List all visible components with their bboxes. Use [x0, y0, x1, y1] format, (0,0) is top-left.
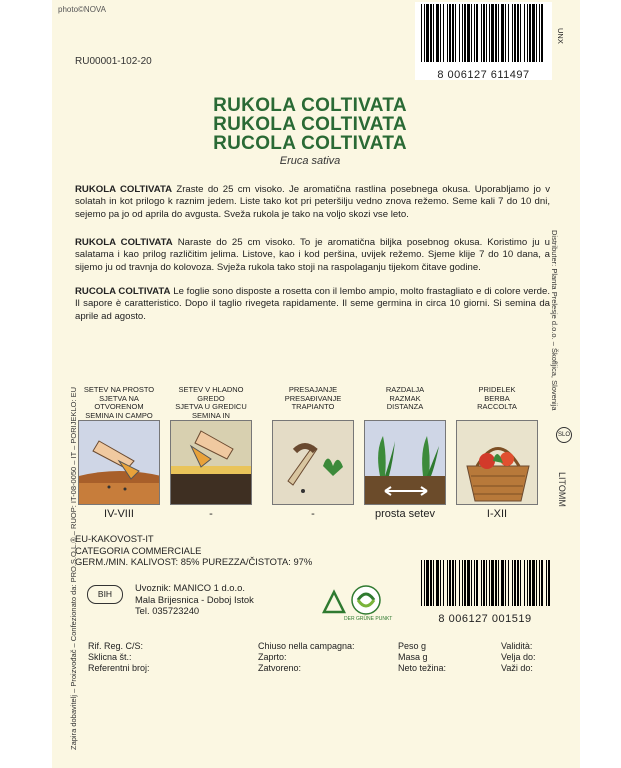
barcode-bar — [421, 560, 422, 606]
barcode-bar — [548, 560, 550, 606]
barcode-bar — [449, 560, 451, 606]
step-label: RAZDALJA RAZMAK DISTANZA — [385, 385, 425, 411]
step-label: PRESAJANJE PRESAĐIVANJE TRAPIANTO — [284, 385, 342, 411]
photo-credit: photo©NOVA — [58, 5, 106, 14]
table-cell: Masa g — [398, 652, 428, 662]
barcode-bar — [483, 560, 485, 606]
description-text: Naraste do 25 cm visoko. To je aromatična biljka posebnog okusa. Koristimo ju u salatama i kao prilog različitim jelima. Listove, kao i kod peršina, uvijek režemo. Sjeme klije 7 do 10 dana, a sijemo ju od travnja do kolovoza. Svježa rukola tako stoji na raspolaganju tijekom čitave godine. — [75, 237, 551, 273]
step-label: SETEV V HLADNO GREDO SJETVA U GREDICU SEMINA IN — [175, 385, 247, 420]
table-cell: Chiuso nella campagna: — [258, 641, 355, 651]
barcode-bar — [474, 4, 475, 62]
description-italian — [75, 286, 550, 323]
barcode-bar — [520, 560, 521, 606]
description-text: Le foglie sono disposte a rosetta con il lembo ampio, molto frastagliato e di colore verde. Il sapore è caratteristico. Dopo il taglio rivegeta rapidamente. Il seme germina in circa 10 giorni. Si semina da aprile ad agosto. — [75, 286, 550, 322]
table-cell: Zaprto: — [258, 652, 287, 662]
barcode-bar — [505, 560, 506, 606]
barcode-bar — [527, 560, 528, 606]
barcode-bar — [520, 4, 521, 62]
description-croatian — [75, 237, 550, 274]
table-col-reference — [88, 641, 150, 674]
barcode-bar — [433, 560, 434, 606]
barcode-bar — [524, 560, 525, 606]
table-cell: Važi do: — [501, 663, 533, 673]
barcode-bar — [539, 560, 540, 606]
barcode-bar — [476, 4, 478, 62]
barcode-bar — [486, 560, 487, 606]
sowing-outdoors-icon — [78, 420, 160, 505]
product-code: RU00001-102-20 — [75, 56, 152, 67]
barcode-bar — [481, 4, 482, 62]
barcode-bar — [455, 4, 456, 62]
description-text: Zraste do 25 cm visoko. Je aromatična rastlina posebnega okusa. Uporabljamo jo v solatah in kot prilogo k raznim jedem. Liste tako kot pri peteršilju vedno znova režemo. Seme kali 7 do 10 dni, sejemo pa jo od aprila do avgusta. Sveža rukola je tako na voljo skozi vse leto. — [75, 184, 551, 220]
distributor-info: Distributer: Planta Prelesje d.o.o. – Škofljica, Slovenija — [550, 230, 559, 411]
barcode-bar — [514, 4, 516, 62]
green-dot-label: DER GRÜNE PUNKT — [344, 616, 393, 622]
importer-info — [135, 582, 254, 617]
title-block — [160, 96, 460, 167]
table-cell: Velja do: — [501, 652, 536, 662]
step-harvest — [456, 386, 538, 520]
table-cell: Sklicna št.: — [88, 652, 132, 662]
table-col-closed — [258, 641, 355, 674]
table-cell: Neto težina: — [398, 663, 447, 673]
harvest-basket-icon — [456, 420, 538, 505]
barcode-bar — [489, 4, 490, 62]
barcode-bar — [447, 4, 448, 62]
quality-info — [75, 533, 312, 568]
barcode-bar — [536, 560, 537, 606]
step-label: PRIDELEK BERBA RACCOLTA — [477, 385, 517, 411]
description-heading: RUKOLA COLTIVATA — [75, 237, 173, 248]
barcode-bar — [426, 4, 429, 62]
barcode-bar — [424, 4, 425, 62]
barcode-bar — [476, 560, 478, 606]
table-col-validity — [501, 641, 536, 674]
barcode-bar — [532, 4, 535, 62]
barcode-bar — [462, 4, 463, 62]
side-text-left — [58, 330, 78, 750]
importer-line: Tel. 035723240 — [135, 605, 200, 616]
title-croatian: RUKOLA COLTIVATA — [213, 114, 407, 135]
barcode-bar — [536, 4, 537, 62]
barcode-bar — [483, 4, 485, 62]
packer-info: Zapira dobavitelj – Proizvođač – Confezionato da: PRO.S.O.L.® – RUOP: IT-08-0050 – IT – PORIJEKLO: EU — [69, 386, 78, 750]
litomm-label: LITOMM — [557, 472, 567, 507]
barcode-bar — [433, 4, 434, 62]
side-text-bottom — [555, 472, 569, 532]
barcode-bar — [474, 560, 475, 606]
eco-logos — [320, 572, 393, 624]
description-heading: RUCOLA COLTIVATA — [75, 286, 171, 297]
barcode-bar — [514, 560, 516, 606]
title-slovenian: RUKOLA COLTIVATA — [213, 95, 407, 116]
table-col-weight — [398, 641, 446, 674]
barcode-bar — [512, 4, 513, 62]
step-spacing — [364, 386, 446, 520]
barcode-bar — [436, 560, 439, 606]
table-cell: Peso g — [398, 641, 427, 651]
step-value: IV-VIII — [104, 508, 134, 520]
barcode-bar — [471, 4, 472, 62]
barcode-bar — [495, 4, 497, 62]
quality-line: EU-KAKOVOST-IT — [75, 533, 154, 544]
country-badge: BIH — [87, 585, 123, 604]
barcode-bar — [452, 4, 454, 62]
barcode-bar — [491, 560, 494, 606]
table-cell: Referentni broj: — [88, 663, 150, 673]
barcode-bar — [495, 560, 497, 606]
barcode-bar — [424, 560, 425, 606]
barcode-bar — [532, 560, 535, 606]
barcode-bar — [541, 560, 543, 606]
barcode-bar — [541, 4, 543, 62]
slo-badge: SLO — [556, 427, 572, 443]
barcode-bar — [467, 560, 470, 606]
barcode-bar — [527, 4, 528, 62]
step-value: - — [209, 508, 213, 520]
table-cell: Zatvoreno: — [258, 663, 302, 673]
barcode-bar — [498, 4, 499, 62]
transplanting-icon — [272, 420, 354, 505]
bottom-barcode-number: 8 006127 001519 — [438, 613, 532, 625]
spacing-icon — [364, 420, 446, 505]
step-sowing-outdoors — [78, 386, 160, 520]
step-transplanting — [272, 386, 354, 520]
barcode-bar — [546, 560, 547, 606]
barcode-bar — [505, 4, 506, 62]
barcode-bar — [459, 4, 460, 62]
barcode-bar — [481, 560, 482, 606]
barcode-bar — [501, 4, 504, 62]
barcode-bar — [459, 560, 460, 606]
barcode-bar — [443, 560, 444, 606]
barcode-bar — [449, 4, 451, 62]
barcode-bar — [517, 560, 519, 606]
step-label: SETEV NA PROSTO SJETVA NA OTVORENOM SEMINA IN CAMPO — [83, 385, 155, 420]
table-cell: Validità: — [501, 641, 533, 651]
barcode-bar — [464, 4, 466, 62]
barcode-bar — [508, 4, 509, 62]
barcode-bar — [455, 560, 456, 606]
barcode-bar — [430, 4, 432, 62]
step-value: prosta setev — [375, 508, 435, 520]
barcode-bar — [421, 4, 422, 62]
table-cell: Rif. Reg. C/S: — [88, 641, 144, 651]
barcode-bar — [529, 4, 531, 62]
importer-line: Uvoznik: MANICO 1 d.o.o. — [135, 582, 245, 593]
barcode-bar — [529, 560, 531, 606]
importer-line: Mala Brijesnica - Doboj Istok — [135, 593, 254, 605]
unx-mark — [554, 28, 566, 58]
bottom-barcode — [415, 558, 555, 625]
top-barcode-number: 8 006127 611497 — [437, 69, 530, 81]
barcode-bar — [491, 4, 494, 62]
top-barcode — [415, 2, 552, 80]
barcode-bar — [440, 4, 441, 62]
barcode-bar — [462, 560, 463, 606]
barcode-bar — [430, 560, 432, 606]
step-value: - — [311, 508, 315, 520]
sowing-coldframe-icon — [170, 420, 252, 505]
barcode-bar — [512, 560, 513, 606]
step-value: I-XII — [486, 508, 508, 520]
barcode-bar — [508, 560, 509, 606]
description-heading: RUKOLA COLTIVATA — [75, 184, 173, 195]
barcode-bars — [415, 2, 552, 64]
unx-label: UNX — [556, 28, 565, 44]
barcode-bars — [415, 558, 555, 608]
barcode-bar — [440, 560, 441, 606]
barcode-bar — [539, 4, 540, 62]
quality-line: CATEGORIA COMMERCIALE — [75, 544, 202, 556]
latin-name: Eruca sativa — [279, 155, 341, 167]
barcode-bar — [426, 560, 429, 606]
barcode-bar — [524, 4, 525, 62]
barcode-bar — [443, 4, 444, 62]
description-slovenian — [75, 184, 550, 221]
title-italian: RUCOLA COLTIVATA — [213, 133, 407, 154]
barcode-bar — [447, 560, 448, 606]
barcode-bar — [464, 560, 466, 606]
barcode-bar — [517, 4, 519, 62]
barcode-bar — [498, 560, 499, 606]
barcode-bar — [489, 560, 490, 606]
barcode-bar — [452, 560, 454, 606]
step-sowing-coldframe — [170, 386, 252, 520]
barcode-bar — [501, 560, 504, 606]
quality-line: GERM./MIN. KALIVOST: 85% PUREZZA/ČISTOTA: 97% — [75, 556, 313, 567]
barcode-bar — [436, 4, 439, 62]
barcode-bar — [467, 4, 470, 62]
barcode-bar — [486, 4, 487, 62]
barcode-bar — [471, 560, 472, 606]
